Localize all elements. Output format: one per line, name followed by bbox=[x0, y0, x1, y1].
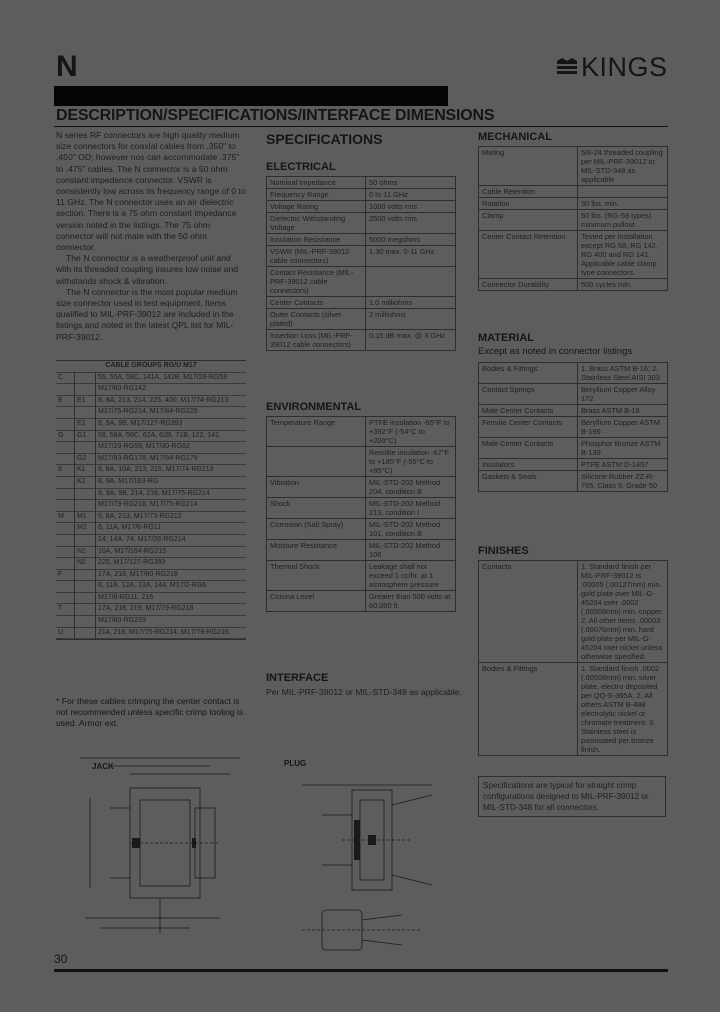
spec-row bbox=[479, 438, 668, 459]
cable-types: 9, 9A, 9B, 214, 216, M17/75-RG214 bbox=[98, 489, 210, 497]
title-rule bbox=[54, 126, 668, 127]
spec-value: MIL-STD-202 Method 204, condition B bbox=[366, 477, 456, 498]
spec-value: 500 cycles min. bbox=[578, 279, 668, 291]
spec-value: 1. Standard finish per MIL-PRF-39012 is .00005 (.00127mm) min. gold plate over MIL-G-45204 over .0002 (.00508mm) min. copper. 2. All other items .00003 (.00076mm) min. hard gold plate per MIL-G-45204 over nickel unless otherwise specified. bbox=[578, 561, 668, 663]
cable-types: M17/60-RG142 bbox=[98, 385, 146, 393]
cable-subgroup bbox=[75, 581, 96, 593]
spec-label: Shock bbox=[267, 498, 366, 519]
cable-group-row bbox=[56, 476, 246, 488]
cable-group-letter bbox=[56, 418, 75, 430]
cable-group-letter bbox=[56, 384, 75, 396]
spec-value: 1. Standard finish .0002 (.00508mm) min. silver plate, electro deposited per QQ-S-365A. 2. All others ASTM B-488 electrolytic nickel or chromate treatment. 3. Stainless steel is passivated per bronze finish. bbox=[578, 663, 668, 756]
cable-types: M17/6-RG11, 216 bbox=[98, 593, 154, 601]
cable-group-row bbox=[56, 384, 246, 396]
cable-group-row bbox=[56, 488, 246, 500]
cable-subgroup bbox=[75, 407, 96, 419]
material-heading: MATERIAL bbox=[478, 332, 535, 344]
spec-value: 1.30 max. 0-11 GHz bbox=[366, 246, 456, 267]
section-title: DESCRIPTION/SPECIFICATIONS/INTERFACE DIMENSIONS bbox=[56, 107, 495, 124]
cable-group-row bbox=[56, 523, 246, 535]
cable-group-row bbox=[56, 418, 246, 430]
environmental-table bbox=[266, 416, 456, 612]
spec-label: Center Contacts bbox=[267, 297, 366, 309]
spec-label: Dielectric Withstanding Voltage bbox=[267, 213, 366, 234]
description-paragraph: N series RF connectors are high quality medium size connectors for coaxial cables from .350" to .450" OD; however nos can accommodate .375" to .475" cables. The N connector is a 50 ohm constant impedance connector. VSWR is consistently low across its frequency range of 0 to 11 GHz. The N connector uses an air dielectric section. There is a 75 ohm constant impedance version noted in the listings. The 75 ohm connector will not mate with the 50 ohm connector. bbox=[56, 130, 246, 253]
cable-subgroup bbox=[75, 442, 96, 454]
plug-drawing bbox=[282, 755, 462, 960]
cable-group-letter bbox=[56, 442, 75, 454]
spec-value: 2 milliohms bbox=[366, 309, 456, 330]
jack-label: JACK bbox=[92, 762, 114, 771]
cable-groups-header: CABLE GROUPS RG/U M17 bbox=[105, 362, 197, 369]
spec-row bbox=[267, 201, 456, 213]
cable-types: M17/93-RG178, M17/94-RG179 bbox=[98, 454, 198, 462]
spec-row bbox=[479, 363, 668, 384]
cable-types: 8, 8A, 213, 214, 225, 400, M17/74-RG213 bbox=[98, 396, 229, 404]
spec-row bbox=[267, 519, 456, 540]
spec-label: Corrosion (Salt Spray) bbox=[267, 519, 366, 540]
cable-group-row bbox=[56, 534, 246, 546]
spec-label: Cable Retention bbox=[479, 186, 578, 198]
spec-value: PTFE ASTM D-1457 bbox=[578, 459, 668, 471]
spec-value: 2500 volts rms bbox=[366, 213, 456, 234]
spec-label: Contact Resistance (MIL-PRF-39012 cable connectors) bbox=[267, 267, 366, 297]
cable-types: 8, 8A, 10A, 213, 215, M17/74-RG213 bbox=[98, 466, 214, 474]
cable-subgroup bbox=[75, 616, 96, 628]
spec-row bbox=[267, 213, 456, 234]
cable-group-letter: M bbox=[56, 511, 75, 523]
cable-group-row bbox=[56, 581, 246, 593]
cable-subgroup bbox=[75, 500, 96, 512]
brand-logo bbox=[556, 52, 668, 82]
cable-group-row bbox=[56, 592, 246, 604]
cable-group-row bbox=[56, 569, 246, 581]
cable-types: 6, 11A, M17/6-RG11 bbox=[98, 524, 162, 532]
cable-group-letter bbox=[56, 581, 75, 593]
spec-row bbox=[267, 309, 456, 330]
cable-group-letter bbox=[56, 488, 75, 500]
cable-group-letter bbox=[56, 558, 75, 570]
spec-value bbox=[366, 267, 456, 297]
cable-groups-table bbox=[56, 360, 246, 640]
cable-subgroup: M1 bbox=[75, 511, 96, 523]
cable-types: 5, 8A, 213, M17/73-RG212 bbox=[98, 512, 182, 520]
spec-row bbox=[479, 210, 668, 231]
interface-heading: INTERFACE bbox=[266, 672, 329, 684]
spec-label: Thermal Shock bbox=[267, 561, 366, 591]
spec-value: Brass ASTM B-16 bbox=[578, 405, 668, 417]
spec-row bbox=[267, 177, 456, 189]
series-letter: N bbox=[56, 50, 78, 83]
cable-group-letter: U bbox=[56, 627, 75, 639]
spec-row bbox=[479, 561, 668, 663]
cable-types: 9, 9A, 9B, M17/127-RG393 bbox=[98, 419, 183, 427]
cable-subgroup bbox=[75, 569, 96, 581]
cable-group-letter bbox=[56, 476, 75, 488]
cable-subgroup: M2 bbox=[75, 523, 96, 535]
spec-label: Gaskets & Seals bbox=[479, 471, 578, 492]
spec-row bbox=[267, 267, 456, 297]
cable-group-row bbox=[56, 604, 246, 616]
plug-interface-icon bbox=[282, 755, 462, 960]
cable-subgroup: K1 bbox=[75, 465, 96, 477]
spec-value: Silicone Rubber ZZ-R-765, Class II, Grade 50 bbox=[578, 471, 668, 492]
cable-group-row bbox=[56, 430, 246, 442]
spec-value bbox=[578, 186, 668, 198]
finishes-heading: FINISHES bbox=[478, 545, 529, 557]
cable-subgroup: E2 bbox=[75, 418, 96, 430]
spec-label bbox=[267, 447, 366, 477]
cable-group-letter: F bbox=[56, 569, 75, 581]
spec-label: Insulators bbox=[479, 459, 578, 471]
spec-row bbox=[479, 663, 668, 756]
cable-group-row bbox=[56, 546, 246, 558]
cable-types: 8, 9A, M17/163-RG bbox=[98, 477, 159, 485]
spec-value: 1000 volts rms bbox=[366, 201, 456, 213]
spec-value: 0.15 dB max. @ 3 GHz bbox=[366, 330, 456, 351]
spec-label: Female Center Contacts bbox=[479, 417, 578, 438]
cable-group-row bbox=[56, 511, 246, 523]
spec-row bbox=[267, 234, 456, 246]
spec-value: Phosphor Bronze ASTM B-139 bbox=[578, 438, 668, 459]
spec-label: Mating bbox=[479, 147, 578, 186]
cable-group-letter: E bbox=[56, 395, 75, 407]
spec-row bbox=[479, 198, 668, 210]
cable-group-row bbox=[56, 616, 246, 628]
spec-row bbox=[479, 471, 668, 492]
spec-row bbox=[267, 591, 456, 612]
cable-subgroup: G1 bbox=[75, 430, 96, 442]
cable-subgroup bbox=[75, 372, 96, 384]
spec-row bbox=[267, 540, 456, 561]
spec-label: Bodies & Fittings bbox=[479, 363, 578, 384]
spec-label: VSWR (MIL-PRF-39012 cable connectors) bbox=[267, 246, 366, 267]
cable-types: 17A, 218, 219, M17/79-RG218 bbox=[98, 605, 194, 613]
spec-row bbox=[267, 246, 456, 267]
cable-group-row bbox=[56, 500, 246, 512]
mechanical-heading: MECHANICAL bbox=[478, 131, 552, 143]
spec-label: Temperature Range bbox=[267, 417, 366, 447]
page-number: 30 bbox=[54, 952, 68, 966]
cable-group-row bbox=[56, 558, 246, 570]
cable-types: M17/80-RG219 bbox=[98, 617, 146, 625]
spec-label: Frequency Range bbox=[267, 189, 366, 201]
spec-value: 1.0 milliohms bbox=[366, 297, 456, 309]
cable-types: 55, 55A, 58C, 141A, 142B, M17/28-RG58 bbox=[98, 373, 228, 381]
cable-group-row bbox=[56, 395, 246, 407]
cable-group-letter bbox=[56, 523, 75, 535]
spec-label: Moisture Resistance bbox=[267, 540, 366, 561]
cable-group-row bbox=[56, 372, 246, 384]
cable-subgroup: E1 bbox=[75, 395, 96, 407]
cable-subgroup bbox=[75, 604, 96, 616]
material-table bbox=[478, 362, 668, 492]
spec-label: Outer Contacts (silver plated) bbox=[267, 309, 366, 330]
spec-value: Beryllium Copper Alloy 172 bbox=[578, 384, 668, 405]
spec-value: Rexolite insulation -67°F to +185°F (-55°C to +85°C) bbox=[366, 447, 456, 477]
cable-subgroup bbox=[75, 627, 96, 639]
spec-label: Insulation Resistance bbox=[267, 234, 366, 246]
spec-label: Voltage Rating bbox=[267, 201, 366, 213]
cable-subgroup: G2 bbox=[75, 453, 96, 465]
spec-label: Male Center Contacts bbox=[479, 438, 578, 459]
material-subheading: Except as noted in connector listings bbox=[478, 346, 633, 357]
spec-value: Tested per installation except RG 58, RG 142, RG 400 and RG 141. Applicable cable clamp type connectors. bbox=[578, 231, 668, 279]
environmental-heading: ENVIRONMENTAL bbox=[266, 401, 362, 413]
cable-types: M17/29-RG59, M17/30-RG62 bbox=[98, 443, 190, 451]
cable-group-letter bbox=[56, 407, 75, 419]
cable-group-row bbox=[56, 407, 246, 419]
cable-group-letter: C bbox=[56, 372, 75, 384]
description bbox=[56, 130, 246, 343]
spec-value: 50 ohms bbox=[366, 177, 456, 189]
cable-types: 214, 216, M17/75-RG214, M17/79-RG216 bbox=[98, 628, 229, 636]
spec-value: 5/8-24 threaded coupling per MIL-PRF-39012 or MIL-STD-348 as applicable bbox=[578, 147, 668, 186]
spec-row bbox=[267, 447, 456, 477]
header-bar bbox=[54, 86, 448, 106]
cable-group-row bbox=[56, 442, 246, 454]
cable-group-letter: T bbox=[56, 604, 75, 616]
cable-group-letter: K bbox=[56, 465, 75, 477]
spec-row bbox=[479, 417, 668, 438]
cable-subgroup: K2 bbox=[75, 476, 96, 488]
description-paragraph: The N connector is a weatherproof unit and with its threaded coupling insures low noise and withstands shock & vibration. bbox=[56, 253, 239, 286]
cable-group-row bbox=[56, 627, 246, 639]
cable-subgroup: N1 bbox=[75, 546, 96, 558]
spec-value: 0 to 11 GHz bbox=[366, 189, 456, 201]
electrical-table bbox=[266, 176, 456, 351]
cable-group-letter bbox=[56, 453, 75, 465]
cable-subgroup bbox=[75, 488, 96, 500]
cable-types: 225, M17/127-RG393 bbox=[98, 559, 166, 567]
footnote: * For these cables crimping the center contact is not recommended unless specific crimp tooling is used. Armor ext. bbox=[56, 696, 244, 728]
spec-row bbox=[267, 189, 456, 201]
cable-subgroup: N2 bbox=[75, 558, 96, 570]
spec-label: Contact Springs bbox=[479, 384, 578, 405]
spec-row bbox=[267, 297, 456, 309]
brand-name: KINGS bbox=[581, 51, 668, 82]
spec-note: Specifications are typical for straight crimp configurations designed to MIL-PRF-39012 or MIL-STD-348 for all connectors. bbox=[478, 776, 666, 817]
spec-row bbox=[267, 330, 456, 351]
cable-types: 58, 58A, 58C, 62A, 62B, 71B, 122, 141 bbox=[98, 431, 220, 439]
spec-label: Rotation bbox=[479, 198, 578, 210]
cable-group-row bbox=[56, 453, 246, 465]
spec-row bbox=[267, 498, 456, 519]
spec-value: Greater than 500 volts at 60,000 ft. bbox=[366, 591, 456, 612]
plug-label: PLUG bbox=[284, 759, 307, 768]
spec-row bbox=[479, 279, 668, 291]
cable-group-letter bbox=[56, 546, 75, 558]
cable-types: M17/79-RG216, M17/75-RG214 bbox=[98, 501, 198, 509]
spec-label: Bodies & Fittings bbox=[479, 663, 578, 756]
cable-group-letter bbox=[56, 500, 75, 512]
finishes-table bbox=[478, 560, 668, 756]
interface-text: Per MIL-PRF-39012 or MIL-STD-348 as applicable. bbox=[266, 687, 462, 697]
spec-value: 60 lbs. (RG-58 types) minimum pullout bbox=[578, 210, 668, 231]
cable-group-letter bbox=[56, 592, 75, 604]
crown-icon bbox=[556, 56, 578, 78]
spec-value: Leakage shall not exceed 1 cc/hr. at 1 atmosphere pressure bbox=[366, 561, 456, 591]
cable-group-letter bbox=[56, 534, 75, 546]
spec-label: Male Center Contacts bbox=[479, 405, 578, 417]
cable-subgroup bbox=[75, 592, 96, 604]
spec-row bbox=[267, 477, 456, 498]
spec-label: Connector Durability bbox=[479, 279, 578, 291]
spec-row bbox=[479, 186, 668, 198]
spec-value: 5000 megohms bbox=[366, 234, 456, 246]
footer-rule bbox=[54, 969, 668, 972]
spec-row bbox=[267, 561, 456, 591]
cable-group-letter bbox=[56, 616, 75, 628]
spec-label: Corona Level bbox=[267, 591, 366, 612]
cable-subgroup bbox=[75, 384, 96, 396]
cable-types: 10A, M17/164-RG215 bbox=[98, 547, 167, 555]
spec-row bbox=[479, 231, 668, 279]
spec-row bbox=[479, 147, 668, 186]
spec-label: Center Contact Retention bbox=[479, 231, 578, 279]
spec-row bbox=[479, 459, 668, 471]
cable-types: 14, 14A, 74, M17/28-RG214 bbox=[98, 535, 186, 543]
spec-value: 30 lbs. min. bbox=[578, 198, 668, 210]
spec-label: Nominal Impedance bbox=[267, 177, 366, 189]
spec-label: Insertion Loss (MIL-PRF-39012 cable connectors) bbox=[267, 330, 366, 351]
mechanical-table bbox=[478, 146, 668, 291]
spec-value: MIL-STD-202 Method 101, condition B bbox=[366, 519, 456, 540]
spec-label: Clamp bbox=[479, 210, 578, 231]
spec-value: Beryllium Copper ASTM B-196 bbox=[578, 417, 668, 438]
spec-label: Contacts bbox=[479, 561, 578, 663]
spec-value: MIL-STD-202 Method 106 bbox=[366, 540, 456, 561]
spec-row bbox=[267, 417, 456, 447]
specifications-heading: SPECIFICATIONS bbox=[266, 131, 383, 147]
spec-value: PTFE insulation -65°F to +392°F (-54°C to +200°C) bbox=[366, 417, 456, 447]
cable-subgroup bbox=[75, 534, 96, 546]
cable-group-letter: G bbox=[56, 430, 75, 442]
jack-drawing bbox=[70, 738, 270, 943]
description-paragraph: The N connector is the most popular medium size connector used in test equipment. Items qualified to MIL-PRF-39012 are included in the listings and noted in the latest QPL list for MIL-PRF-39012. bbox=[56, 286, 238, 342]
electrical-heading: ELECTRICAL bbox=[266, 161, 336, 173]
cable-types: 6, 11A, 12A, 13A, 144, M17/2-RG6 bbox=[98, 582, 207, 590]
spec-row bbox=[479, 384, 668, 405]
cable-group-row bbox=[56, 465, 246, 477]
spec-row bbox=[479, 405, 668, 417]
spec-value: 1. Brass ASTM B-16; 2. Stainless Steel AISI 303 bbox=[578, 363, 668, 384]
spec-value: MIL-STD-202 Method 213, condition I bbox=[366, 498, 456, 519]
cable-types: 17A, 218, M17/80-RG218 bbox=[98, 570, 178, 578]
spec-label: Vibration bbox=[267, 477, 366, 498]
cable-types: M17/75-RG214, M17/84-RG225 bbox=[98, 408, 198, 416]
